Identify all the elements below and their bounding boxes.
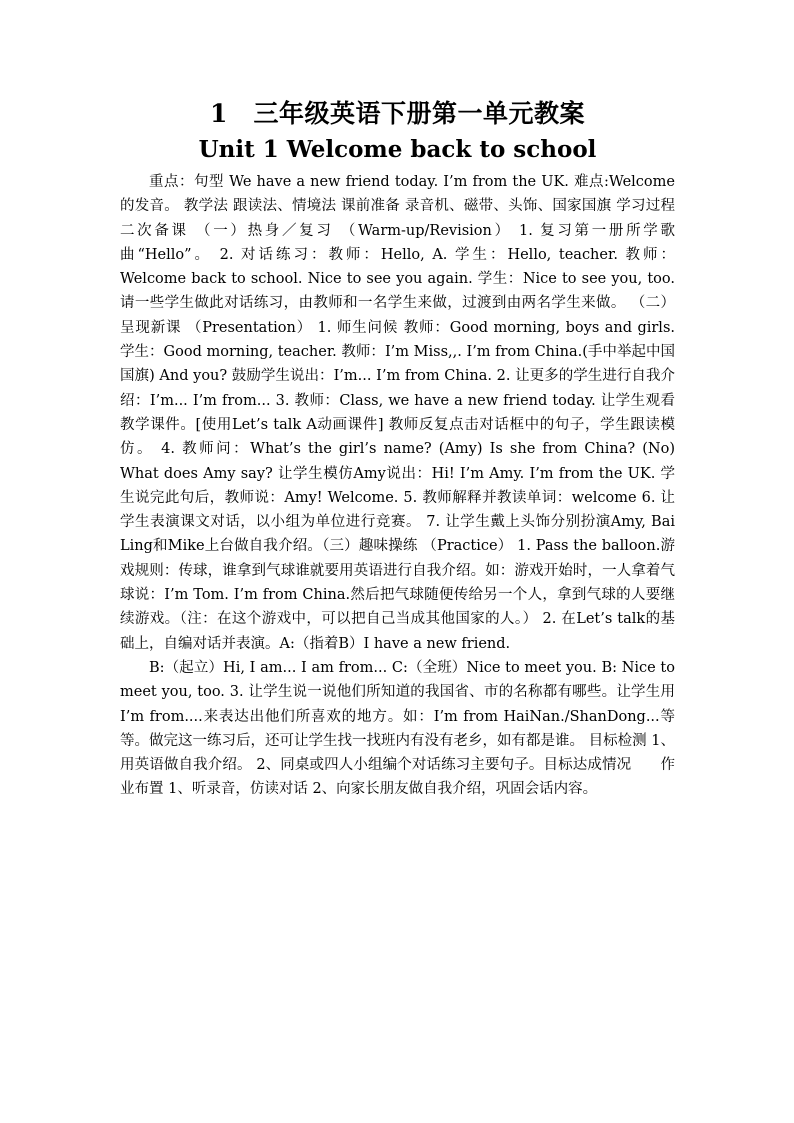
document-content bbox=[120, 96, 675, 802]
body-paragraph-2: B:（起立）Hi, I am... I am from... C:（全班）Nice to meet you. B: Nice to meet you, too. 3. 让学生说一说他们所知道的我国省、市的名称都有哪些。让学生用I’m from....来表达出他们所喜欢的地方。如：I’m from HaiNan./ShanDong...等等。做完这一练习后，还可让学生找一找班内有没有老乡，如有都是谁。 目标检测 1、用英语做自我介绍。 2、同桌或四人小组编个对话练习主要句子。目标达成情况 作业布置 1、听录音，仿读对话 2、向家长朋友做自我介绍，巩固会话内容。 bbox=[120, 659, 675, 798]
document-title-english: Unit 1 Welcome back to school bbox=[198, 136, 597, 163]
document-title-chinese: 1 三年级英语下册第一单元教案 bbox=[210, 99, 585, 128]
body-paragraph-1: 重点：句型 We have a new friend today. I’m from the UK. 难点:Welcome的发音。 教学法 跟读法、情境法 课前准备 录音机、磁带、头饰、国家国旗 学习过程 二次备课 （一）热身／复习 （Warm-up/Revision） 1. 复习第一册所学歌曲“Hello”。 2. 对话练习：教师：Hello, A. 学生：Hello, teacher. 教师：Welcome back to school. Nice to see you again. 学生：Nice to see you, too. 请一些学生做此对话练习，由教师和一名学生来做，过渡到由两名学生来做。 （二）呈现新课 （Presentation） 1. 师生问候 教师：Good morning, boys and girls. 学生：Good morning, teacher. 教师：I’m Miss,,. I’m from China.(手中举起中国国旗) And you? 鼓励学生说出：I’m... I’m from China. 2. 让更多的学生进行自我介绍：I’m... I’m from... 3. 教师：Class, we have a new friend today. 让学生观看教学课件。[使用Let’s talk A动画课件] 教师反复点击对话框中的句子，学生跟读模仿。 4. 教师问：What’s the girl’s name? (Amy) Is she from China? (No) What does Amy say? 让学生模仿Amy说出：Hi! I’m Amy. I’m from the UK. 学生说完此句后，教师说：Amy! Welcome. 5. 教师解释并教读单词：welcome 6. 让学生表演课文对话，以小组为单位进行竞赛。 7. 让学生戴上头饰分别扮演Amy, Bai Ling和Mike上台做自我介绍。（三）趣味操练 （Practice） 1. Pass the balloon.游戏规则：传球，谁拿到气球谁就要用英语进行自我介绍。如：游戏开始时，一人拿着气球说：I’m Tom. I’m from China.然后把气球随便传给另一个人，拿到气球的人要继续游戏。（注：在这个游戏中，可以把自己当成其他国家的人。） 2. 在Let’s talk的基础上，自编对话并表演。A:（指着B）I have a new friend. bbox=[120, 174, 675, 652]
